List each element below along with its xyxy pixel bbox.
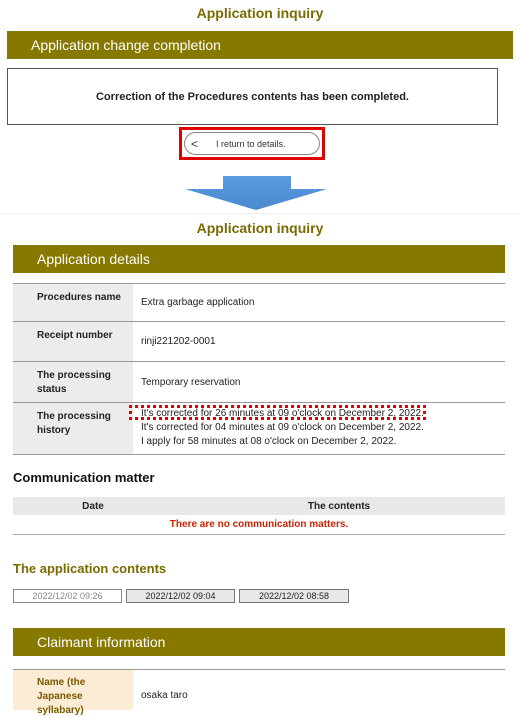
communication-title: Communication matter [13, 470, 155, 485]
communication-table [13, 497, 505, 535]
detail-row-procedures [13, 284, 505, 322]
chevron-left-icon: < [191, 136, 199, 151]
detail-value: Temporary reservation [141, 376, 241, 388]
claimant-table [13, 669, 505, 716]
application-details-band: Application details [13, 245, 505, 273]
completion-message: Correction of the Procedures contents has been completed. [96, 90, 409, 103]
history-list [133, 403, 505, 454]
claimant-value: osaka taro [141, 690, 188, 701]
section-title: Application inquiry [196, 220, 324, 236]
page-title: Application inquiry [196, 5, 324, 21]
communication-header [13, 497, 505, 515]
detail-row-history [13, 403, 505, 455]
detail-value: rinji221202-0001 [141, 336, 216, 347]
application-inquiry-section [0, 213, 520, 716]
history-entry: I apply for 58 minutes at 08 o'clock on December 2, 2022. [141, 436, 397, 447]
version-tab[interactable]: 2022/12/02 09:26 [13, 589, 122, 603]
return-to-details-button[interactable] [184, 132, 320, 155]
col-date: Date [82, 500, 104, 512]
completion-message-box [7, 68, 498, 125]
detail-label: Procedures name [13, 284, 133, 321]
history-highlight [129, 405, 426, 420]
return-button-label: I return to details. [216, 138, 286, 149]
no-communication-message: There are no communication matters. [13, 515, 505, 535]
history-entry: It's corrected for 26 minutes at 09 o'clock on December 2, 2022. [141, 408, 424, 419]
detail-label: The processing history [13, 403, 133, 454]
application-details-table [13, 283, 505, 455]
detail-label: The processing status [13, 362, 133, 402]
application-contents-title: The application contents [13, 561, 167, 576]
version-tab[interactable]: 2022/12/02 08:58 [239, 589, 349, 603]
history-entry: It's corrected for 04 minutes at 09 o'clock on December 2, 2022. [141, 422, 424, 433]
detail-row-status [13, 362, 505, 403]
version-tabs [13, 589, 353, 603]
detail-row-receipt [13, 322, 505, 362]
completion-band: Application change completion [7, 31, 513, 59]
detail-value: Extra garbage application [141, 297, 255, 308]
claimant-label: Name (the Japanese syllabary) [13, 670, 133, 710]
claimant-row-name [13, 670, 505, 716]
claimant-information-band: Claimant information [13, 628, 505, 656]
detail-label: Receipt number [13, 322, 133, 361]
down-arrow-icon [185, 176, 327, 210]
version-tab[interactable]: 2022/12/02 09:04 [126, 589, 235, 603]
col-contents: The contents [307, 500, 371, 512]
